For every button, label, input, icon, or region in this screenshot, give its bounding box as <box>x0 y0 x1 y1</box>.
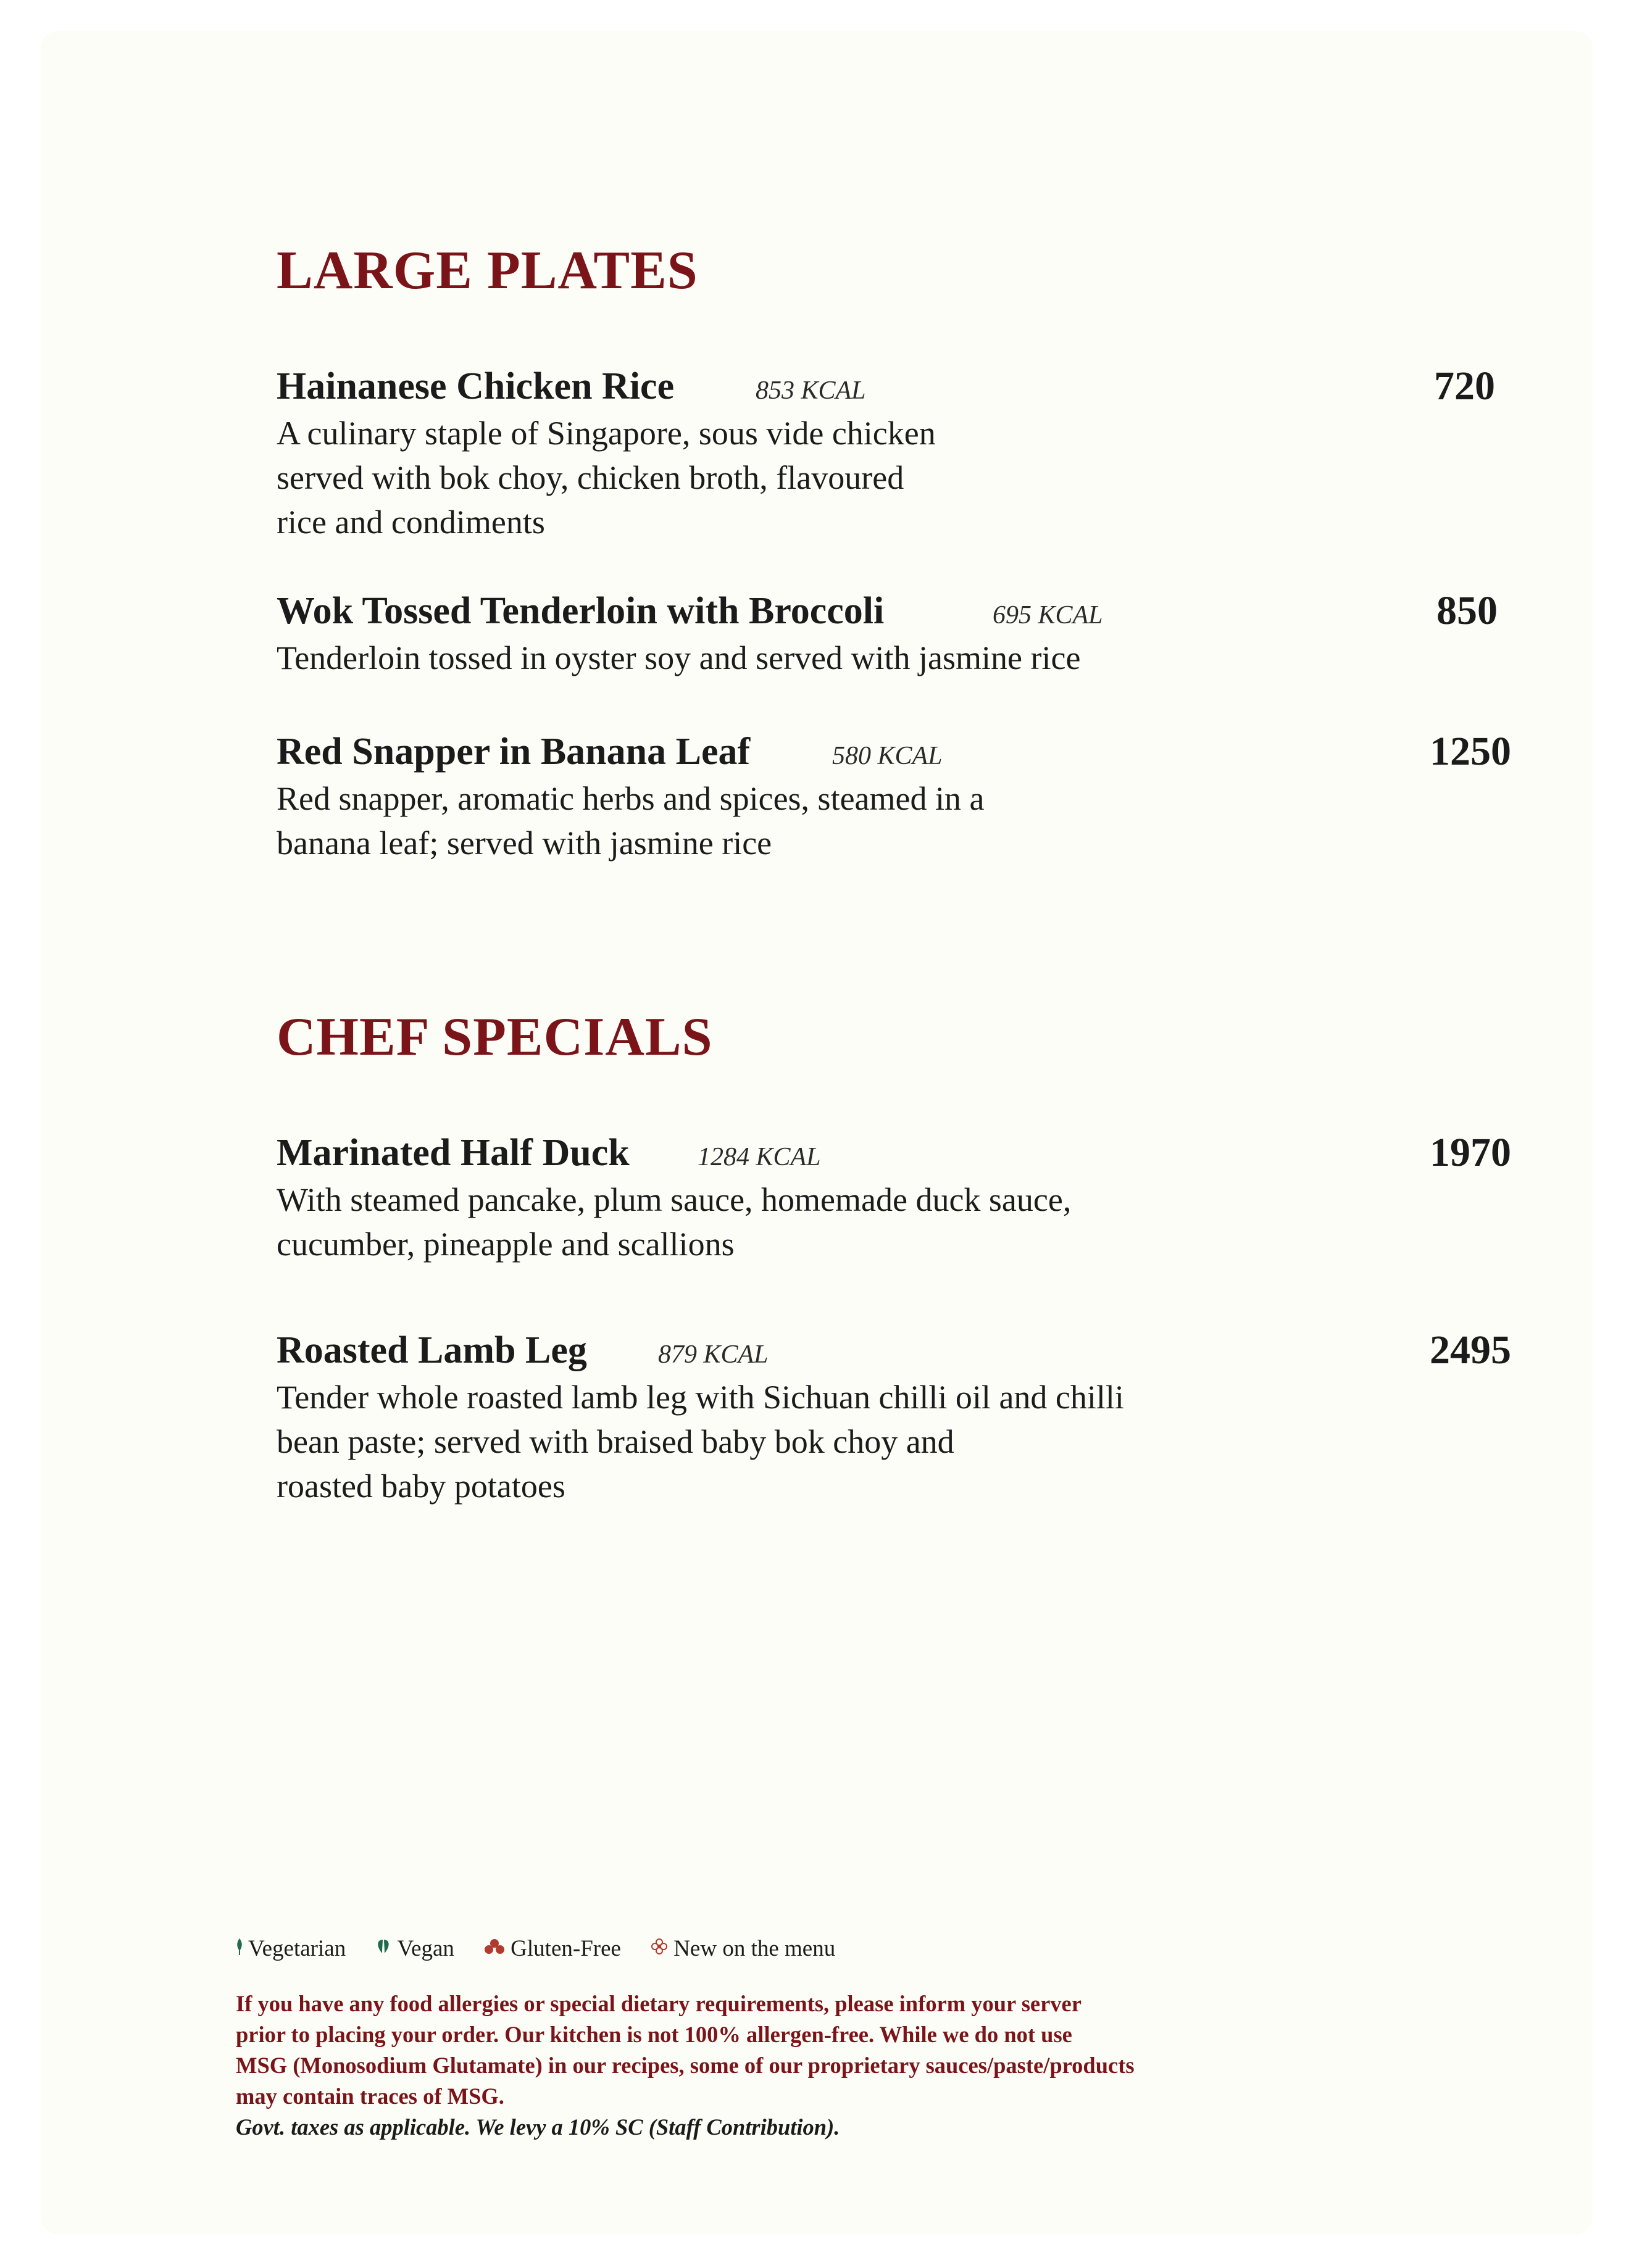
menu-item <box>277 362 1511 544</box>
item-price: 850 <box>1436 588 1498 633</box>
legend-label: Vegan <box>397 1936 454 1961</box>
vegan-leaf-icon <box>375 1930 392 1967</box>
item-description: With steamed pancake, plum sauce, homemade duck sauce, cucumber, pineapple and scallions <box>277 1181 1072 1263</box>
menu-item-header <box>277 1128 1511 1178</box>
item-name: Hainanese Chicken Rice <box>277 365 675 407</box>
menu-item-header <box>277 1326 1511 1375</box>
legend-new <box>650 1930 835 1969</box>
item-description: Red snapper, aromatic herbs and spices, steamed in a banana leaf; served with jasmine rice <box>277 780 985 862</box>
section-title: CHEF SPECIALS <box>277 1007 713 1067</box>
wheat-icon <box>483 1930 506 1967</box>
menu-item-header <box>277 586 1511 636</box>
menu-item <box>277 586 1511 680</box>
menu-item <box>277 727 1511 865</box>
legend-gluten-free <box>483 1930 621 1969</box>
item-price: 720 <box>1434 363 1495 409</box>
legend-vegetarian <box>236 1930 346 1969</box>
item-description: Tender whole roasted lamb leg with Sichuan chilli oil and chilli bean paste; served with braised baby bok choy and roasted baby potatoes <box>277 1379 1124 1505</box>
section-title: LARGE PLATES <box>277 241 698 301</box>
item-calories: 853 KCAL <box>756 376 866 405</box>
item-name: Wok Tossed Tenderloin with Broccoli <box>277 590 885 632</box>
legend-label: Gluten-Free <box>511 1936 621 1961</box>
item-price: 1970 <box>1430 1130 1511 1175</box>
item-description: A culinary staple of Singapore, sous vide chicken served with bok choy, chicken broth, flavoured rice and condiments <box>277 415 936 541</box>
item-calories: 580 KCAL <box>832 742 943 770</box>
item-name: Red Snapper in Banana Leaf <box>277 731 751 773</box>
item-calories: 695 KCAL <box>993 601 1103 629</box>
menu-item-header <box>277 727 1511 776</box>
legend-label: Vegetarian <box>248 1936 346 1961</box>
item-name: Marinated Half Duck <box>277 1132 630 1174</box>
allergen-notice: If you have any food allergies or special dietary requirements, please inform your server prior to placing your order. Our kitchen is not 100% allergen-free. While we do not use MSG (Monosodium Glutamate) in our recipes, some of our proprietary sauces/paste/products may contain traces of MSG. <box>236 1991 1135 2109</box>
menu-item <box>277 1128 1511 1266</box>
menu-page <box>41 31 1593 2234</box>
item-description: Tenderloin tossed in oyster soy and served with jasmine rice <box>277 639 1081 676</box>
item-price: 1250 <box>1430 729 1511 774</box>
item-calories: 879 KCAL <box>658 1340 769 1369</box>
item-calories: 1284 KCAL <box>698 1143 821 1171</box>
item-name: Roasted Lamb Leg <box>277 1329 587 1371</box>
menu-item-header <box>277 362 1511 411</box>
tax-note: Govt. taxes as applicable. We levy a 10% SC (Staff Contribution). <box>236 2114 840 2140</box>
leaf-icon <box>236 1930 243 1967</box>
item-price: 2495 <box>1430 1327 1511 1373</box>
new-flower-icon <box>650 1930 669 1967</box>
legend-vegan <box>375 1930 454 1969</box>
menu-item <box>277 1326 1511 1508</box>
legend-label: New on the menu <box>673 1936 836 1961</box>
dietary-legend <box>236 1930 859 1967</box>
